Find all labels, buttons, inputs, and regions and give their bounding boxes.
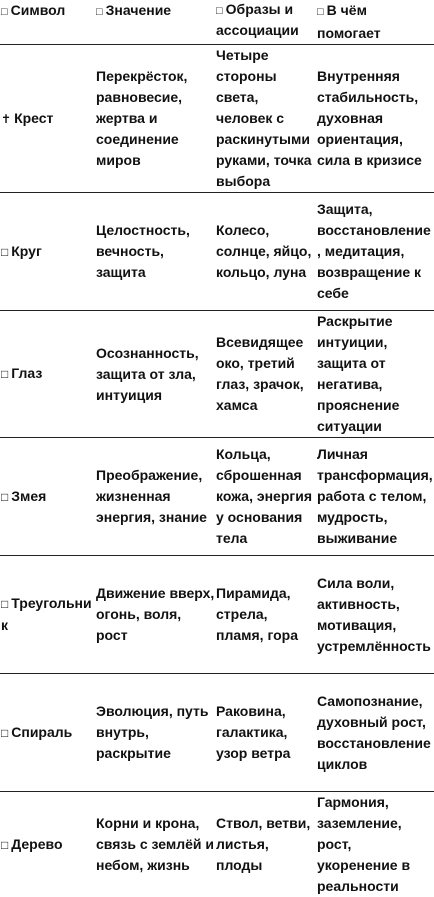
table-row [0, 674, 434, 792]
header-helps [316, 0, 434, 45]
meaning-cell: Эволюция, путь внутрь, раскрытие [95, 674, 215, 792]
images-cell: Всевидящее око, третий глаз, зрачок, хамса [215, 311, 316, 438]
meaning-header-icon: □ [96, 6, 103, 18]
table-body [0, 45, 434, 897]
symbol-cell [0, 438, 95, 556]
circle-icon: □ [1, 245, 8, 259]
helps-cell: Личная трансформация, работа с телом, мудрость, выживание [316, 438, 434, 556]
meaning-cell: Движение вверх, огонь, воля, рост [95, 556, 215, 674]
header-symbol [0, 0, 95, 45]
table-row [0, 556, 434, 674]
header-symbol-label: Символ [11, 2, 66, 18]
helps-cell: Сила воли, активность, мотивация, устремлённость [316, 556, 434, 674]
eye-icon: □ [1, 367, 8, 381]
table-row [0, 792, 434, 897]
symbol-name: Крест [14, 110, 53, 126]
header-images [215, 0, 316, 45]
symbol-cell [0, 556, 95, 674]
header-images-label: Образы и ассоциации [216, 1, 299, 38]
snake-icon: □ [1, 490, 8, 504]
helps-cell: Самопознание, духовный рост, восстановление циклов [316, 674, 434, 792]
images-header-icon: □ [216, 5, 223, 17]
spiral-icon: □ [1, 726, 8, 740]
helps-cell: Раскрытие интуиции, защита от негатива, прояснение ситуации [316, 311, 434, 438]
symbol-name: Глаз [11, 365, 42, 381]
images-cell: Кольца, сброшенная кожа, энергия у основания тела [215, 438, 316, 556]
images-cell: Колесо, солнце, яйцо, кольцо, луна [215, 193, 316, 311]
symbol-header-icon: □ [1, 6, 8, 18]
triangle-icon: □ [1, 597, 8, 611]
meaning-cell: Целостность, вечность, защита [95, 193, 215, 311]
helps-cell: Внутренняя стабильность, духовная ориентация, сила в кризисе [316, 45, 434, 193]
header-helps-label: В чём помогает [317, 2, 381, 41]
symbol-cell [0, 311, 95, 438]
cross-icon: ✝ [1, 112, 11, 126]
table-row [0, 311, 434, 438]
table-row [0, 45, 434, 193]
images-cell: Четыре стороны света, человек с раскинутыми руками, точка выбора [215, 45, 316, 193]
table-row [0, 438, 434, 556]
symbol-name: Круг [11, 243, 42, 259]
symbol-name: Змея [11, 488, 46, 504]
meaning-cell: Корни и крона, связь с землёй и небом, жизнь [95, 792, 215, 897]
images-cell: Раковина, галактика, узор ветра [215, 674, 316, 792]
symbol-name: Треугольник [1, 595, 92, 633]
tree-icon: □ [1, 838, 8, 852]
meaning-cell: Осознанность, защита от зла, интуиция [95, 311, 215, 438]
images-cell: Пирамида, стрела, пламя, гора [215, 556, 316, 674]
header-row [0, 0, 434, 45]
symbol-cell [0, 45, 95, 193]
helps-cell: Защита, восстановление, медитация, возвращение к себе [316, 193, 434, 311]
symbol-cell [0, 193, 95, 311]
meaning-cell: Преображение, жизненная энергия, знание [95, 438, 215, 556]
helps-cell: Гармония, заземление, рост, укоренение в реальности [316, 792, 434, 897]
header-meaning [95, 0, 215, 45]
symbol-cell [0, 792, 95, 897]
meaning-cell: Перекрёсток, равновесие, жертва и соединение миров [95, 45, 215, 193]
symbol-cell [0, 674, 95, 792]
table-row [0, 193, 434, 311]
helps-header-icon: □ [317, 6, 324, 18]
symbol-name: Дерево [11, 836, 62, 852]
symbol-name: Спираль [11, 724, 72, 740]
images-cell: Ствол, ветви, листья, плоды [215, 792, 316, 897]
header-meaning-label: Значение [106, 2, 171, 18]
